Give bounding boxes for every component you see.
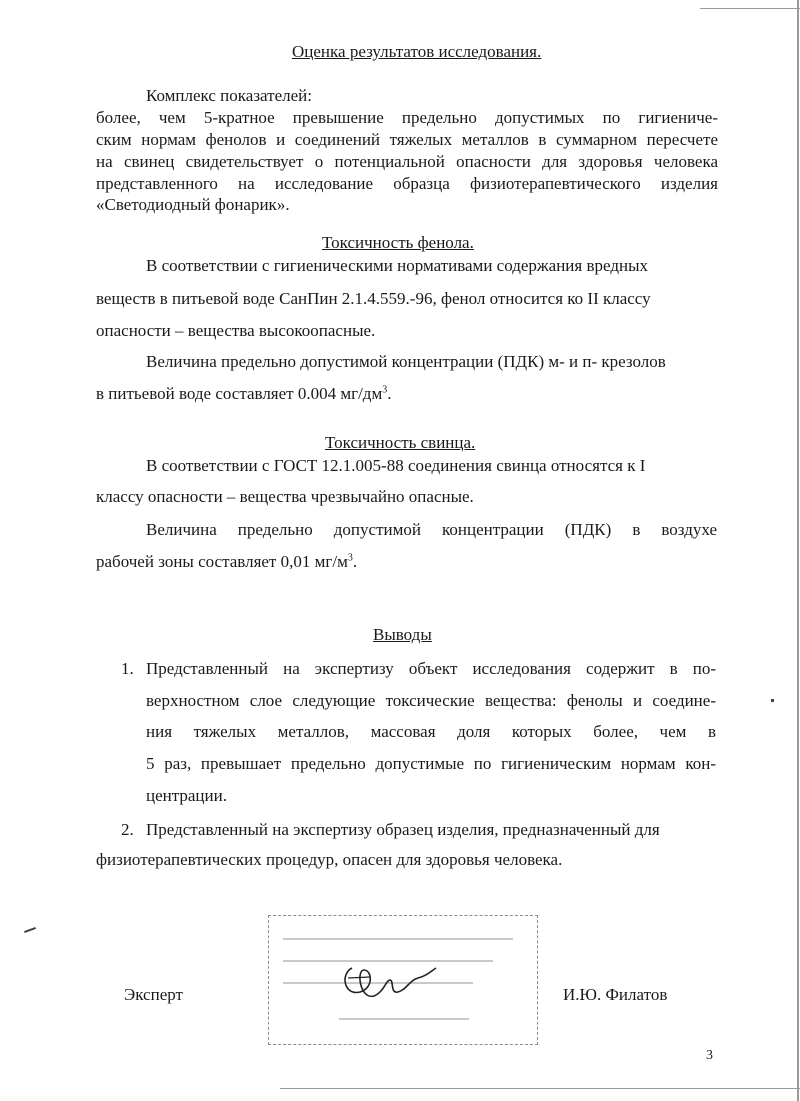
scan-speck [24,927,36,933]
section-heading-evaluation: Оценка результатов исследования. [292,42,542,61]
intro-label: Комплекс показателей: [146,86,312,105]
list-item-line: физиотерапевтических процедур, опасен для здоровья человека. [96,850,563,869]
unit-superscript: 3 [347,552,353,564]
list-item-line: ния тяжелых металлов, массовая доля которых более, чем в [146,722,716,741]
unit-tail: . [387,384,392,403]
paragraph-line: Величина предельно допустимой концентрации (ПДК) в воздухе [146,520,717,539]
list-item-line: 5 раз, превышает предельно допустимые по гигиеническим нормам кон- [146,754,716,773]
paragraph-line: «Светодиодный фонарик». [96,195,290,214]
section-heading-lead: Токсичность свинца. [325,433,476,452]
list-item-line: Представленный на экспертизу образец изделия, предназначенный для [146,820,660,839]
paragraph-line: на свинец свидетельствует о потенциальной опасности для здоровья человека [96,152,718,171]
list-item-line: верхностном слое следующие токсические вещества: фенолы и соедине- [146,691,716,710]
list-item-line: центрации. [146,786,227,805]
unit-tail: . [352,552,358,571]
paragraph-line: В соответствии с ГОСТ 12.1.005-88 соединения свинца относятся к I [146,456,646,475]
signature-role: Эксперт [124,985,183,1004]
paragraph-line: Величина предельно допустимой концентрации (ПДК) м- и п- крезолов [146,352,666,371]
paragraph-line: представленного на исследование образца физиотерапевтического изделия [96,174,718,193]
list-number: 2. [121,820,134,839]
paragraph-line: классу опасности – вещества чрезвычайно опасные. [96,487,474,506]
paragraph-line: В соответствии с гигиеническими нормативами содержания вредных [146,256,648,275]
signature-mark [330,950,440,1010]
phenol-pdk-line [96,384,391,404]
scan-edge-top [700,8,800,9]
list-number: 1. [121,659,134,678]
phenol-pdk-text: в питьевой воде составляет 0.004 мг/дм [96,384,383,403]
paragraph-line: опасности – вещества высокоопасные. [96,321,376,340]
scan-speck [771,699,774,702]
paragraph-line: более, чем 5-кратное превышение предельно допустимых по гигиениче- [96,108,718,127]
unit-superscript: 3 [382,384,388,396]
scan-edge-bottom [280,1088,800,1089]
paragraph-line: ским нормам фенолов и соединений тяжелых металлов в суммарном пересчете [96,130,718,149]
paragraph-line: веществ в питьевой воде СанПин 2.1.4.559.-96, фенол относится ко II классу [96,289,651,308]
signature-name: И.Ю. Филатов [563,985,668,1004]
scan-edge-right [797,0,799,1101]
lead-pdk-text: рабочей зоны составляет 0,01 мг/м [96,552,348,571]
page-number: 3 [706,1048,713,1063]
list-item-line: Представленный на экспертизу объект исследования содержит в по- [146,659,716,678]
section-heading-phenol: Токсичность фенола. [322,233,474,252]
section-heading-conclusions: Выводы [373,625,432,644]
lead-pdk-line [96,552,357,572]
